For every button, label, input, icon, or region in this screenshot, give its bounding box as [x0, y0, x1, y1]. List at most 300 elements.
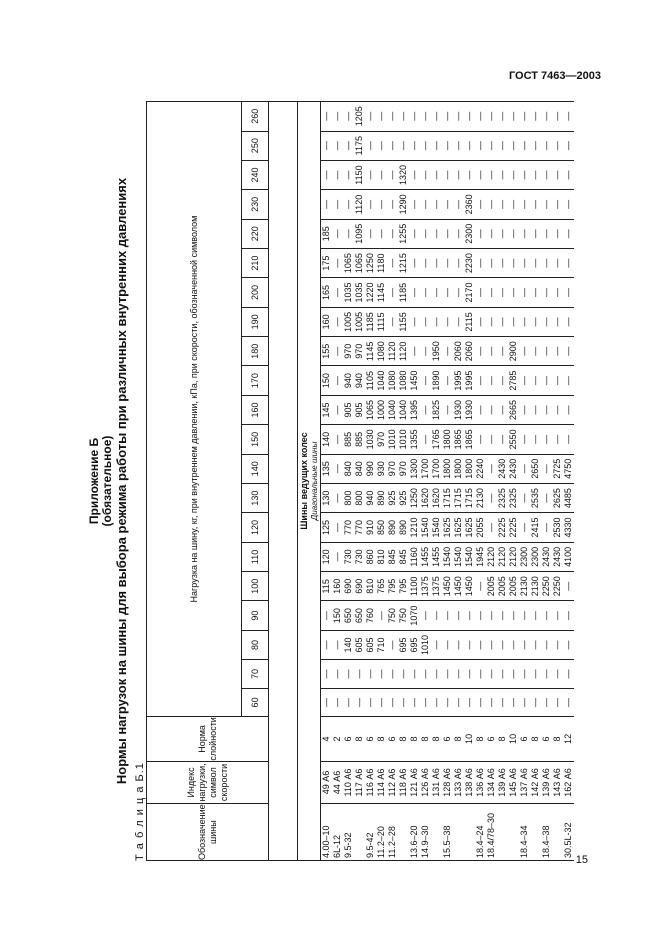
- load-value: —: [552, 248, 563, 277]
- load-value: —: [420, 337, 431, 366]
- load-value: —: [332, 513, 343, 542]
- load-value: 795: [398, 572, 409, 601]
- load-value: —: [497, 307, 508, 336]
- load-value: —: [431, 131, 442, 160]
- load-index: 117 А6: [354, 761, 365, 804]
- load-value: —: [508, 190, 519, 219]
- load-value: 930: [376, 454, 387, 483]
- load-value: 1865: [464, 425, 475, 454]
- load-value: —: [530, 307, 541, 336]
- load-value: —: [552, 190, 563, 219]
- load-value: —: [442, 395, 453, 424]
- load-value: —: [376, 660, 387, 688]
- load-value: —: [343, 102, 354, 132]
- load-value: —: [486, 660, 497, 688]
- load-value: 970: [343, 337, 354, 366]
- load-value: —: [508, 278, 519, 307]
- load-norms-table: [146, 101, 574, 861]
- load-value: —: [519, 337, 530, 366]
- load-value: —: [442, 660, 453, 688]
- load-value: —: [497, 630, 508, 659]
- load-value: —: [387, 688, 398, 716]
- load-value: —: [541, 483, 552, 512]
- load-value: —: [464, 630, 475, 659]
- load-value: 1095: [354, 219, 365, 248]
- load-value: 1040: [398, 395, 409, 424]
- load-value: 1625: [464, 513, 475, 542]
- pressure-190: 190: [242, 307, 269, 336]
- load-value: —: [508, 688, 519, 716]
- load-value: 2005: [497, 572, 508, 601]
- load-value: —: [541, 337, 552, 366]
- load-value: 2120: [508, 542, 519, 571]
- load-value: —: [563, 190, 574, 219]
- load-value: —: [409, 131, 420, 160]
- load-value: —: [420, 395, 431, 424]
- load-value: 4330: [563, 513, 574, 542]
- load-index: 121 А6: [409, 761, 420, 804]
- load-value: —: [552, 601, 563, 630]
- load-value: —: [497, 601, 508, 630]
- load-value: 695: [398, 630, 409, 659]
- load-value: 2005: [508, 572, 519, 601]
- table-row: [453, 102, 464, 861]
- load-value: 140: [343, 630, 354, 659]
- section-title: Шины ведущих колес: [298, 432, 309, 530]
- load-value: —: [354, 688, 365, 716]
- table-row: [563, 102, 574, 861]
- load-value: 1080: [387, 366, 398, 395]
- load-value: —: [431, 278, 442, 307]
- load-value: —: [398, 688, 409, 716]
- load-index: 134 А6: [486, 761, 497, 804]
- load-value: —: [321, 160, 333, 189]
- load-value: —: [409, 660, 420, 688]
- load-value: 2225: [508, 513, 519, 542]
- ply-rating: 8: [453, 717, 464, 762]
- load-value: 850: [376, 513, 387, 542]
- load-value: —: [541, 513, 552, 542]
- load-value: 810: [376, 542, 387, 571]
- load-value: 1540: [442, 542, 453, 571]
- load-value: —: [442, 102, 453, 132]
- load-value: 1625: [442, 513, 453, 542]
- load-value: —: [387, 248, 398, 277]
- load-value: —: [541, 160, 552, 189]
- load-value: —: [563, 425, 574, 454]
- load-index: 49 А6: [321, 761, 333, 804]
- load-value: 1375: [420, 572, 431, 601]
- ply-rating: 6: [486, 717, 497, 762]
- load-value: 1160: [409, 542, 420, 571]
- load-value: —: [332, 688, 343, 716]
- load-value: —: [431, 307, 442, 336]
- load-value: 1010: [398, 425, 409, 454]
- load-value: —: [376, 131, 387, 160]
- load-value: —: [563, 248, 574, 277]
- load-index: 112 А6: [387, 761, 398, 804]
- pressure-210: 210: [242, 248, 269, 277]
- load-value: 795: [387, 572, 398, 601]
- load-value: —: [475, 660, 486, 688]
- load-value: —: [563, 395, 574, 424]
- tire-designation: [530, 804, 541, 861]
- load-value: —: [563, 278, 574, 307]
- table-row: [332, 102, 343, 861]
- load-value: 970: [387, 454, 398, 483]
- load-value: 1040: [376, 366, 387, 395]
- load-value: —: [332, 395, 343, 424]
- pressure-200: 200: [242, 278, 269, 307]
- tire-designation: 15.5–38: [442, 804, 453, 861]
- load-value: —: [332, 278, 343, 307]
- load-value: 940: [354, 366, 365, 395]
- load-value: —: [519, 513, 530, 542]
- load-value: 1205: [354, 102, 365, 132]
- load-value: —: [475, 337, 486, 366]
- pressure-180: 180: [242, 337, 269, 366]
- table-row: [376, 102, 387, 861]
- load-value: —: [453, 688, 464, 716]
- load-value: —: [530, 102, 541, 132]
- load-value: —: [497, 131, 508, 160]
- ply-rating: 8: [354, 717, 365, 762]
- load-value: 890: [387, 513, 398, 542]
- load-value: —: [442, 307, 453, 336]
- load-value: 1215: [398, 248, 409, 277]
- load-value: 2430: [508, 454, 519, 483]
- load-value: 905: [343, 395, 354, 424]
- load-value: 890: [376, 483, 387, 512]
- load-value: 1185: [365, 307, 376, 336]
- table-row: [530, 102, 541, 861]
- load-value: —: [431, 688, 442, 716]
- ply-rating: 8: [497, 717, 508, 762]
- load-value: 2785: [508, 366, 519, 395]
- load-value: 2325: [497, 483, 508, 512]
- load-value: —: [519, 131, 530, 160]
- load-value: 1715: [464, 483, 475, 512]
- table-title: Нормы нагрузок на шины для выбора режима работы при различных внутренних давлениях: [114, 177, 129, 785]
- load-value: 1150: [354, 160, 365, 189]
- load-value: —: [365, 102, 376, 132]
- load-value: —: [398, 660, 409, 688]
- load-value: —: [552, 630, 563, 659]
- load-value: —: [530, 219, 541, 248]
- load-value: —: [541, 307, 552, 336]
- load-index: 114 А6: [376, 761, 387, 804]
- load-value: —: [398, 102, 409, 132]
- load-value: 1950: [431, 337, 442, 366]
- load-value: —: [519, 395, 530, 424]
- load-value: 140: [321, 425, 333, 454]
- load-value: 1825: [431, 395, 442, 424]
- load-value: —: [464, 131, 475, 160]
- load-value: —: [343, 660, 354, 688]
- load-value: 2300: [530, 542, 541, 571]
- load-value: —: [563, 660, 574, 688]
- load-value: —: [541, 425, 552, 454]
- load-value: 765: [376, 572, 387, 601]
- load-value: —: [420, 278, 431, 307]
- section-heading: [298, 102, 321, 861]
- ply-rating: 6: [365, 717, 376, 762]
- load-value: 1455: [420, 542, 431, 571]
- header-load-index: Индекс нагрузки, символ скорости: [147, 761, 269, 804]
- pressure-130: 130: [242, 483, 269, 512]
- load-value: 120: [321, 542, 333, 571]
- load-value: —: [475, 601, 486, 630]
- load-value: —: [453, 219, 464, 248]
- load-value: 1540: [420, 513, 431, 542]
- load-value: —: [541, 219, 552, 248]
- load-value: —: [508, 160, 519, 189]
- load-value: —: [321, 190, 333, 219]
- load-value: 1005: [343, 307, 354, 336]
- load-value: —: [442, 219, 453, 248]
- load-value: —: [497, 248, 508, 277]
- load-value: —: [321, 601, 333, 630]
- load-value: —: [453, 278, 464, 307]
- load-value: —: [541, 395, 552, 424]
- ply-rating: 8: [475, 717, 486, 762]
- table-row: [354, 102, 365, 861]
- load-value: —: [552, 102, 563, 132]
- load-value: 690: [343, 572, 354, 601]
- load-value: —: [332, 483, 343, 512]
- load-value: —: [420, 219, 431, 248]
- load-value: —: [563, 337, 574, 366]
- spacer-row: [269, 102, 298, 861]
- load-value: 970: [398, 454, 409, 483]
- load-value: —: [332, 307, 343, 336]
- load-value: 1065: [365, 395, 376, 424]
- pressure-120: 120: [242, 513, 269, 542]
- load-value: —: [387, 278, 398, 307]
- load-value: —: [552, 366, 563, 395]
- load-value: 125: [321, 513, 333, 542]
- load-value: 145: [321, 395, 333, 424]
- appendix-heading: [88, 101, 114, 861]
- ply-rating: 4: [321, 717, 333, 762]
- load-value: 1320: [398, 160, 409, 189]
- load-value: —: [420, 131, 431, 160]
- load-value: —: [508, 660, 519, 688]
- load-value: 885: [354, 425, 365, 454]
- load-value: 1115: [376, 307, 387, 336]
- load-value: —: [431, 660, 442, 688]
- load-value: —: [332, 219, 343, 248]
- load-value: —: [508, 307, 519, 336]
- load-value: —: [541, 660, 552, 688]
- load-value: —: [453, 248, 464, 277]
- load-value: 1120: [354, 190, 365, 219]
- load-value: 2535: [530, 483, 541, 512]
- load-value: —: [420, 366, 431, 395]
- load-value: —: [486, 513, 497, 542]
- load-value: —: [530, 688, 541, 716]
- load-index: 131 А6: [431, 761, 442, 804]
- load-value: 135: [321, 454, 333, 483]
- load-value: 2430: [497, 454, 508, 483]
- load-value: —: [409, 248, 420, 277]
- load-value: —: [475, 366, 486, 395]
- load-value: —: [376, 688, 387, 716]
- load-value: —: [321, 102, 333, 132]
- load-value: —: [464, 102, 475, 132]
- table-row: [442, 102, 453, 861]
- load-value: —: [376, 102, 387, 132]
- ply-rating: 8: [552, 717, 563, 762]
- load-value: 2130: [530, 572, 541, 601]
- load-value: —: [519, 601, 530, 630]
- ply-rating: 8: [420, 717, 431, 762]
- load-value: —: [486, 160, 497, 189]
- pressure-220: 220: [242, 219, 269, 248]
- load-value: —: [508, 219, 519, 248]
- load-value: —: [332, 160, 343, 189]
- table-row: [464, 102, 475, 861]
- load-value: —: [420, 425, 431, 454]
- load-value: —: [409, 190, 420, 219]
- pressure-240: 240: [242, 160, 269, 189]
- load-value: —: [453, 160, 464, 189]
- load-value: 1355: [409, 425, 420, 454]
- load-value: —: [376, 160, 387, 189]
- load-value: —: [486, 190, 497, 219]
- load-value: —: [365, 219, 376, 248]
- load-value: —: [563, 160, 574, 189]
- load-value: —: [497, 395, 508, 424]
- load-value: 4485: [563, 483, 574, 512]
- load-value: —: [442, 366, 453, 395]
- load-value: —: [409, 307, 420, 336]
- load-value: —: [409, 688, 420, 716]
- load-value: —: [519, 190, 530, 219]
- tire-designation: [552, 804, 563, 861]
- pressure-100: 100: [242, 572, 269, 601]
- load-value: —: [332, 131, 343, 160]
- load-value: —: [387, 160, 398, 189]
- tire-designation: 11.2–28: [387, 804, 398, 861]
- load-value: —: [563, 102, 574, 132]
- tire-designation: [464, 804, 475, 861]
- load-value: —: [486, 688, 497, 716]
- load-value: 1120: [398, 337, 409, 366]
- load-value: —: [530, 395, 541, 424]
- load-value: 1715: [453, 483, 464, 512]
- load-value: 1800: [464, 454, 475, 483]
- load-value: —: [442, 337, 453, 366]
- load-value: 1715: [442, 483, 453, 512]
- pressure-60: 60: [242, 688, 269, 716]
- load-value: 1005: [354, 307, 365, 336]
- load-value: 1145: [365, 337, 376, 366]
- load-value: —: [475, 131, 486, 160]
- load-value: 2005: [486, 572, 497, 601]
- tire-designation: [398, 804, 409, 861]
- load-value: —: [475, 219, 486, 248]
- load-value: —: [541, 601, 552, 630]
- load-value: —: [497, 102, 508, 132]
- load-value: 695: [409, 630, 420, 659]
- load-value: —: [475, 572, 486, 601]
- load-value: 2240: [475, 454, 486, 483]
- load-value: 770: [354, 513, 365, 542]
- table-row: [343, 102, 354, 861]
- load-value: —: [552, 660, 563, 688]
- table-row: [552, 102, 563, 861]
- load-value: —: [431, 102, 442, 132]
- load-value: —: [453, 660, 464, 688]
- load-value: 1930: [453, 395, 464, 424]
- load-value: 1540: [464, 542, 475, 571]
- pressure-260: 260: [242, 102, 269, 132]
- load-value: —: [541, 630, 552, 659]
- load-value: —: [563, 366, 574, 395]
- tire-designation: 18.4–34: [519, 804, 530, 861]
- tire-designation: 18.4–38: [541, 804, 552, 861]
- load-value: —: [486, 601, 497, 630]
- load-value: —: [464, 160, 475, 189]
- load-value: —: [321, 660, 333, 688]
- load-value: 1030: [365, 425, 376, 454]
- load-value: 885: [343, 425, 354, 454]
- load-value: —: [475, 307, 486, 336]
- ply-rating: 8: [431, 717, 442, 762]
- load-value: —: [365, 160, 376, 189]
- load-value: —: [365, 688, 376, 716]
- load-value: —: [486, 307, 497, 336]
- load-value: 1000: [376, 395, 387, 424]
- load-value: 605: [365, 630, 376, 659]
- load-index: 162 А6: [563, 761, 574, 804]
- header-load-group: Нагрузка на шину, кг, при внутреннем давлении, кПа, при скорости, обозначенной символом: [147, 102, 242, 717]
- load-value: —: [541, 131, 552, 160]
- load-value: 2055: [475, 513, 486, 542]
- load-index: 128 А6: [442, 761, 453, 804]
- load-value: —: [343, 160, 354, 189]
- load-value: —: [343, 688, 354, 716]
- load-value: 4750: [563, 454, 574, 483]
- load-value: 115: [321, 572, 333, 601]
- load-value: —: [420, 660, 431, 688]
- load-value: 2430: [552, 542, 563, 571]
- load-value: —: [475, 395, 486, 424]
- load-value: —: [376, 219, 387, 248]
- table-body: [321, 102, 575, 861]
- load-value: —: [475, 248, 486, 277]
- load-value: 1800: [453, 454, 464, 483]
- load-value: —: [519, 278, 530, 307]
- load-value: —: [552, 160, 563, 189]
- load-value: —: [453, 190, 464, 219]
- tire-designation: [497, 804, 508, 861]
- ply-rating: 2: [332, 717, 343, 762]
- load-value: 155: [321, 337, 333, 366]
- load-value: 650: [354, 601, 365, 630]
- load-value: —: [431, 248, 442, 277]
- load-value: —: [552, 131, 563, 160]
- load-value: 2060: [453, 337, 464, 366]
- load-value: 2900: [508, 337, 519, 366]
- pressure-140: 140: [242, 454, 269, 483]
- load-value: —: [332, 660, 343, 688]
- load-value: —: [387, 307, 398, 336]
- load-value: 2550: [508, 425, 519, 454]
- tire-designation: 13.6–20: [409, 804, 420, 861]
- load-value: —: [519, 454, 530, 483]
